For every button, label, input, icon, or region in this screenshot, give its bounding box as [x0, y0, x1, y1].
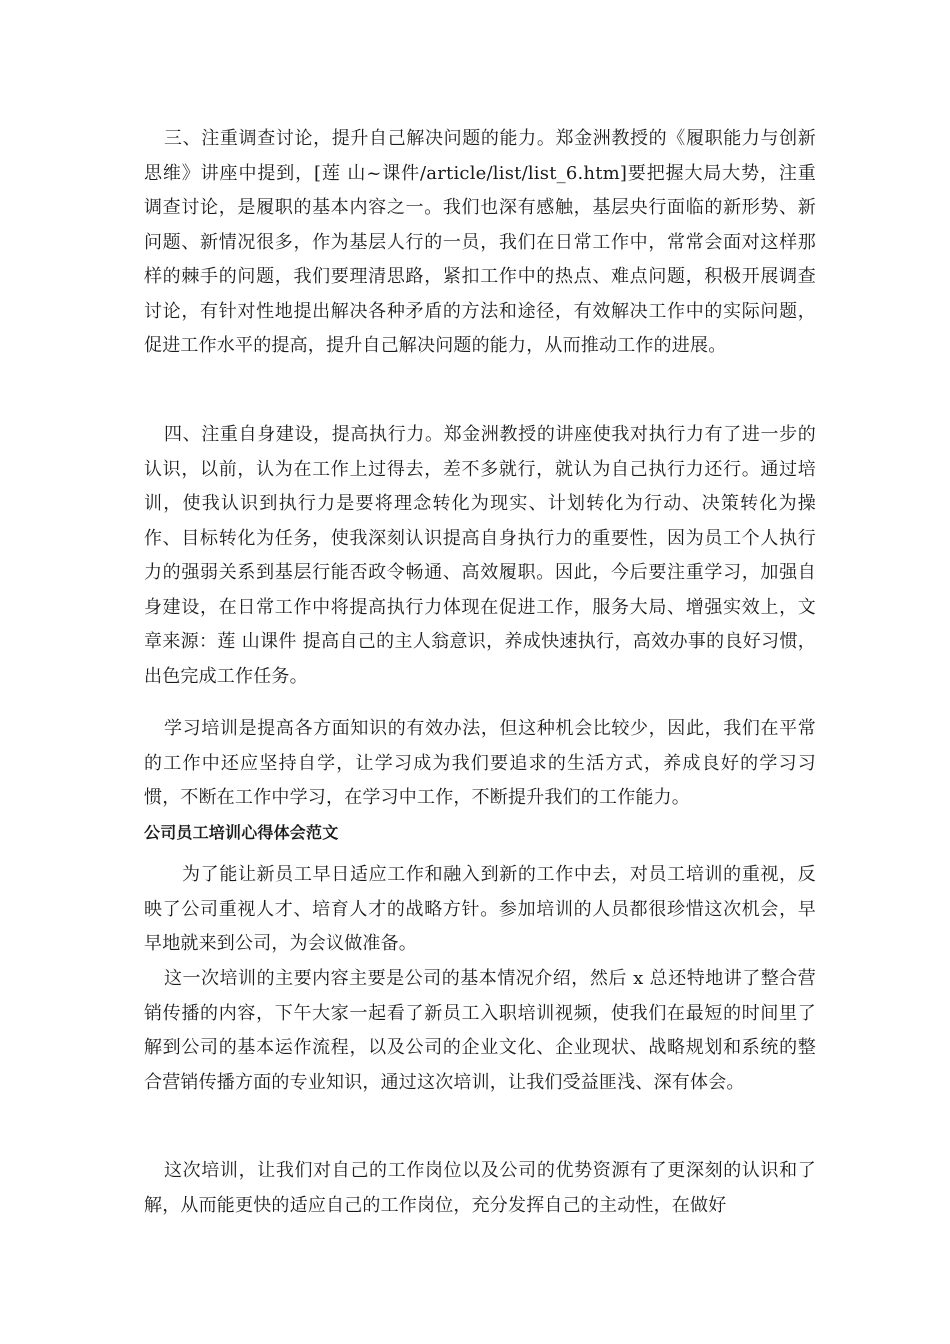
paragraph-training-intro: 为了能让新员工早日适应工作和融入到新的工作中去，对员工培训的重视，反映了公司重视人才、培育人才的战略方针。参加培训的人员都很珍惜这次机会，早早地就来到公司，为会议做准备。: [144, 864, 816, 954]
paragraph-training-benefit: 这次培训，让我们对自己的工作岗位以及公司的优势资源有了更深刻的认识和了解，从而能更快的适应自己的工作岗位，充分发挥自己的主动性，在做好: [144, 1160, 816, 1216]
paragraph-training-content: 这一次培训的主要内容主要是公司的基本情况介绍，然后 x 总还特地讲了整合营销传播的内容，下午大家一起看了新员工入职培训视频，使我们在最短的时间里了解到公司的基本运作流程，以及公司的企业文化、企业现状、战略规划和系统的整合营销传播方面的专业知识，通过这次培训，让我们受益匪浅、深有体会。: [144, 968, 816, 1093]
paragraph-self-study: 学习培训是提高各方面知识的有效办法，但这种机会比较少，因此，我们在平常的工作中还应坚持自学，让学习成为我们要追求的生活方式，养成良好的学习习惯，不断在工作中学习，在学习中工作，不断提升我们的工作能力。: [144, 718, 816, 808]
paragraph-investigation: 三、注重调查讨论，提升自己解决问题的能力。郑金洲教授的《履职能力与创新思维》讲座中提到，[莲 山~课件/article/list/list_6.htm]要把握大局大势，注重调查讨论，是履职的基本内容之一。我们也深有感触，基层央行面临的新形势、新问题、新情况很多，作为基层人行的一员，我们在日常工作中，常常会面对这样那样的棘手的问题，我们要理清思路，紧扣工作中的热点、难点问题，积极开展调查讨论，有针对性地提出解决各种矛盾的方法和途径，有效解决工作中的实际问题，促进工作水平的提高，提升自己解决问题的能力，从而推动工作的进展。: [144, 128, 816, 356]
section-title: 公司员工培训心得体会范文: [144, 823, 339, 842]
paragraph-execution: 四、注重自身建设，提高执行力。郑金洲教授的讲座使我对执行力有了进一步的认识，以前，认为在工作上过得去，差不多就行，就认为自己执行力还行。通过培训，使我认识到执行力是要将理念转化为现实、计划转化为行动、决策转化为操作、目标转化为任务，使我深刻认识提高自身执行力的重要性，因为员工个人执行力的强弱关系到基层行能否政令畅通、高效履职。因此，今后要注重学习，加强自身建设，在日常工作中将提高执行力体现在促进工作，服务大局、增强实效上，文章来源：莲 山课件 提高自己的主人翁意识，养成快速执行，高效办事的良好习惯，出色完成工作任务。: [144, 424, 816, 687]
